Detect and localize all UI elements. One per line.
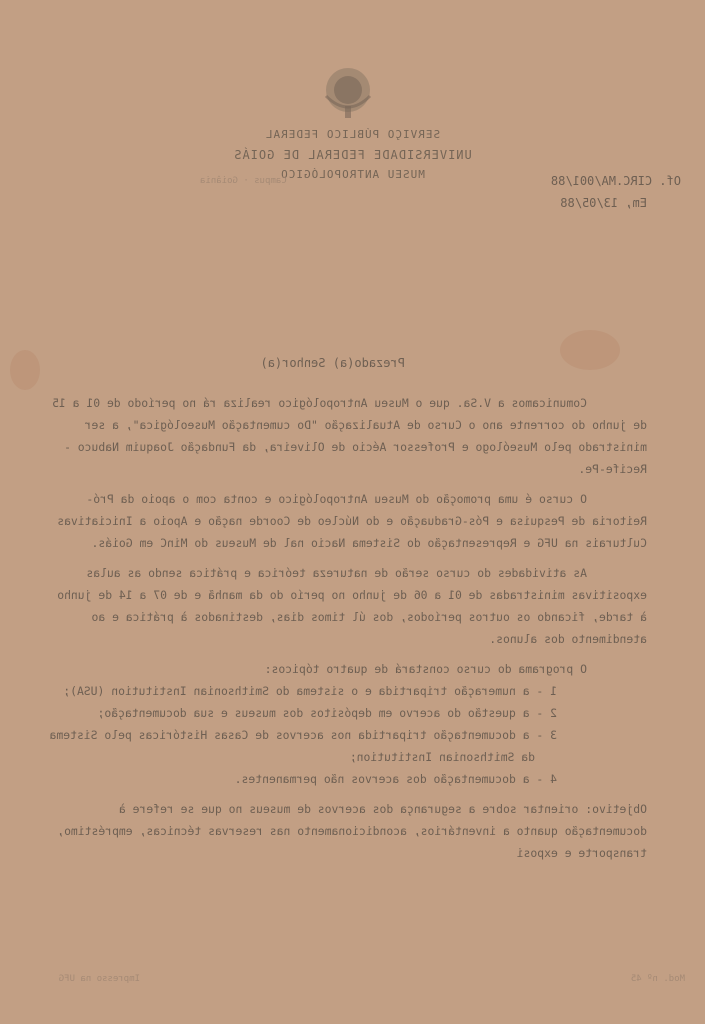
- document-date: Em, 13/05/88: [560, 196, 647, 210]
- paragraph: As atividades do curso serão de natureza teórica e prática sendo as aulas expositivas ministradas de 01 a 06 de junho no perío do da manhã e de 07 a 14 de junho à tarde, ficando os outros períodos, dos úl timos dias, destinados à prática e ao atendimento dos alunos.: [57, 566, 647, 646]
- topic-item: 1 - a numeração tripartida e o sistema do Smithsonian Institution (USA);: [63, 684, 557, 698]
- paragraph: Comunicamos a V.Sa. que o Museu Antropológico realiza rá no período de 01 a 15 de junho do corrente ano o Curso de Atualização "Do cumentação Museológica", a ser ministrado pelo Museólogo e Professor Aécio de Oliveira, da Fundação Joaquim Nabuco - Recife-Pe.: [52, 396, 647, 476]
- letter-body: [49, 392, 647, 872]
- topic-item: 3 - a documentação tripartida nos acervos de Casas Históricas pelo Sistema da Smithsonian Institution;: [49, 728, 557, 764]
- coat-of-arms-seal-icon: [318, 60, 378, 122]
- paragraph: O programa do curso constará de quatro tópicos:: [264, 662, 587, 676]
- paragraph: O curso é uma promoção do Museu Antropológico e conta com o apoio da Pró-Reitoria de Pesquisa e Pós-Graduação e do Núcleo de Coorde nação e Apoio a Iniciativas Culturais na UFG e Representação do Sistema Nacio nal de Museus do MinC em Goiás.: [57, 492, 647, 550]
- objective-paragraph: Objetivo: orientar sobre a segurança dos acervos de museus no que se refere à documentação quanto a inventários, acondicionamento nas reservas técnicas, empréstimo, transporte e exposi: [57, 802, 647, 860]
- topic-item: 2 - a questão do acervo em depósitos dos museus e sua documentação;: [97, 706, 557, 720]
- salutation: Prezado(a) Senhor(a): [260, 356, 405, 370]
- header-museum: MUSEU ANTROPOLÓGICO: [280, 168, 425, 181]
- faint-footer-mark: Impresso na UFG: [58, 974, 140, 984]
- faint-header-mark: Campus · Goiânia: [200, 176, 287, 186]
- reference-number: Of. CIRC.MA/001/88: [550, 174, 681, 188]
- faint-footer-mark: Mod. nº 45: [630, 974, 685, 984]
- topic-item: 4 - a documentação dos acervos não permanentes.: [234, 772, 557, 786]
- header-university: UNIVERSIDADE FEDERAL DE GOIÁS: [233, 148, 472, 162]
- header-service: SERVIÇO PÚBLICO FEDERAL: [264, 128, 441, 141]
